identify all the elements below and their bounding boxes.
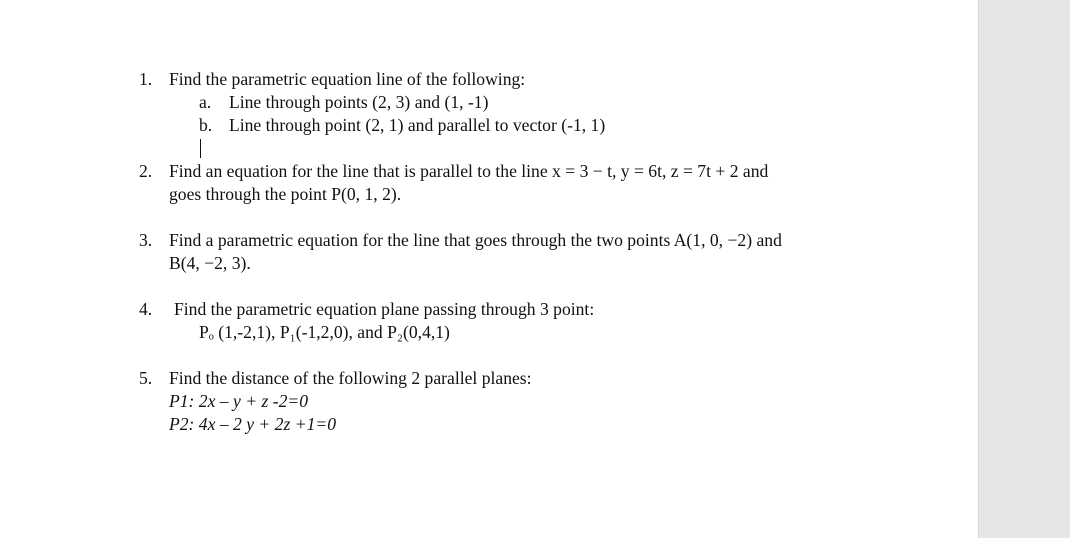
paragraph-gap (139, 275, 879, 298)
text-cursor-line[interactable] (139, 137, 879, 160)
question-text-line-2: goes through the point P(0, 1, 2). (169, 184, 402, 204)
paragraph-gap (139, 206, 879, 229)
question-text-line-1: Find a parametric equation for the line that goes through the two points A(1, 0, −2) and (169, 230, 782, 250)
question-1-sub-a (139, 91, 879, 114)
sub-text: Line through point (2, 1) and parallel to vector (-1, 1) (229, 115, 606, 135)
question-number: 4. (139, 299, 153, 319)
question-5 (139, 367, 879, 390)
sub-label: b. (199, 115, 213, 135)
window-side-gutter (978, 0, 1070, 538)
question-text-line-1: Find an equation for the line that is parallel to the line x = 3 − t, y = 6t, z = 7t + 2 and (169, 161, 769, 181)
question-2 (139, 160, 879, 206)
question-number: 3. (139, 230, 153, 250)
sub-label: a. (199, 92, 212, 112)
question-text: Find the parametric equation line of the following: (169, 69, 526, 89)
plane-equation-1: P1: 2x – y + z -2=0 (169, 391, 309, 411)
question-number: 1. (139, 69, 153, 89)
sub-text: Line through points (2, 3) and (1, -1) (229, 92, 489, 112)
question-1-sub-b (139, 114, 879, 137)
question-list (139, 68, 879, 436)
paragraph-gap (139, 344, 879, 367)
question-3 (139, 229, 879, 275)
question-text: Find the distance of the following 2 parallel planes: (169, 368, 532, 388)
question-number: 5. (139, 368, 153, 388)
question-text: Find the parametric equation plane passing through 3 point: (174, 299, 595, 319)
question-4 (139, 298, 879, 321)
question-number: 2. (139, 161, 153, 181)
plane-equation-2: P2: 4x – 2 y + 2z +1=0 (169, 414, 337, 434)
question-4-points: Pₒ (1,-2,1), P₁(-1,2,0), and P₂(0,4,1) (199, 322, 450, 342)
text-caret (200, 139, 201, 158)
question-text-line-2: B(4, −2, 3). (169, 253, 251, 273)
question-1 (139, 68, 879, 91)
